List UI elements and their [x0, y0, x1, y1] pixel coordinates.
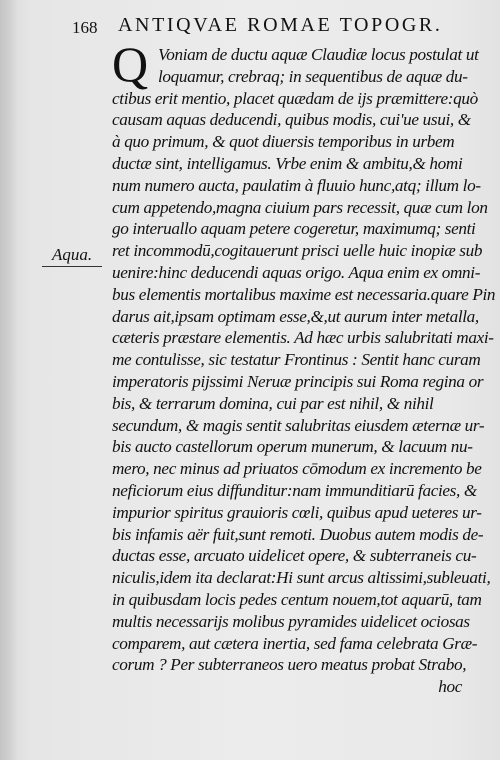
text-line: niculis,idem ita declarat:Hi sunt arcus altissimi,subleuati,	[112, 568, 491, 588]
text-line: secundum, & magis sentit salubritas eiusdem æternæ ur-	[112, 415, 485, 435]
text-line: mero, nec minus ad priuatos cōmodum ex incremento be	[112, 459, 482, 479]
text-line: comparem, aut cætera inertia, sed fama celebrata Græ-	[112, 633, 478, 653]
text-line: bis aucto castellorum operum munerum, & lacuum nu-	[112, 437, 473, 457]
text-line: bis, & terrarum domina, cui par est nihil, & nihil	[112, 393, 434, 413]
text-line: loquamur, crebraq; in sequentibus de aquæ du-	[158, 66, 468, 86]
text-line: impurior spiritus grauioris cœli, quibus apud ueteres ur-	[112, 502, 482, 522]
spine-shadow	[0, 0, 18, 760]
margin-rule	[42, 266, 102, 267]
text-line: cum appetendo,magna ciuium pars recessit, quæ cum lon	[112, 197, 488, 217]
running-title: ANTIQVAE ROMAE TOPOGR.	[118, 14, 443, 36]
page-number: 168	[72, 18, 98, 37]
catchword: hoc	[438, 677, 462, 697]
text-line: bus elementis mortalibus maxime est necessaria.quare Pin	[112, 284, 496, 304]
margin-note: Aqua.	[52, 245, 93, 264]
text-line: causam aquas deducendi, quibus modis, cui'ue usui, &	[112, 110, 471, 130]
text-line: darus ait,ipsam optimam esse,&,ut aurum inter metalla,	[112, 306, 479, 326]
body-text	[112, 36, 496, 698]
text-line: num numero aucta, paulatim à fluuio hunc,atq; illum lo-	[112, 175, 481, 195]
text-line: corum ? Per subterraneos uero meatus probat Strabo,	[112, 655, 467, 675]
drop-cap: Q	[112, 36, 149, 92]
text-line: imperatoris pijssimi Neruæ principis sui Roma regina or	[112, 371, 484, 391]
text-line: ret incommodū,cogitauerunt prisci uelle huic inopiæ sub	[112, 241, 483, 261]
text-line: ductæ sint, intelligamus. Vrbe enim & ambitu,& homi	[112, 153, 463, 173]
text-line: ductas esse, arcuato uidelicet opere, & subterraneis cu-	[112, 546, 477, 566]
text-line: ctibus erit mentio, placet quædam de ijs præmittere:quò	[112, 88, 478, 108]
text-line: in quibusdam locis pedes centum nouem,tot aquarū, tam	[112, 589, 482, 609]
text-line: multis necessarijs molibus pyramides uidelicet ociosas	[112, 611, 470, 631]
text-line: neficiorum eius diffunditur:nam immunditiarū facies, &	[112, 480, 477, 500]
text-line: à quo primum, & quot diuersis temporibus in urbem	[112, 132, 455, 152]
text-line: me contulisse, sic testatur Frontinus : Sentit hanc curam	[112, 350, 481, 370]
text-line: bis infamis aër fuit,sunt remoti. Duobus autem modis de-	[112, 524, 484, 544]
text-line: uenire:hinc deducendi aquas origo. Aqua enim ex omni-	[112, 262, 481, 282]
text-line: go interuallo aquam petere cogeretur, maximumq; senti	[112, 219, 476, 239]
text-line: Voniam de ductu aquæ Claudiæ locus postulat ut	[158, 45, 479, 64]
text-line: cæteris præstare elementis. Ad hæc urbis salubritati maxi-	[112, 328, 494, 348]
